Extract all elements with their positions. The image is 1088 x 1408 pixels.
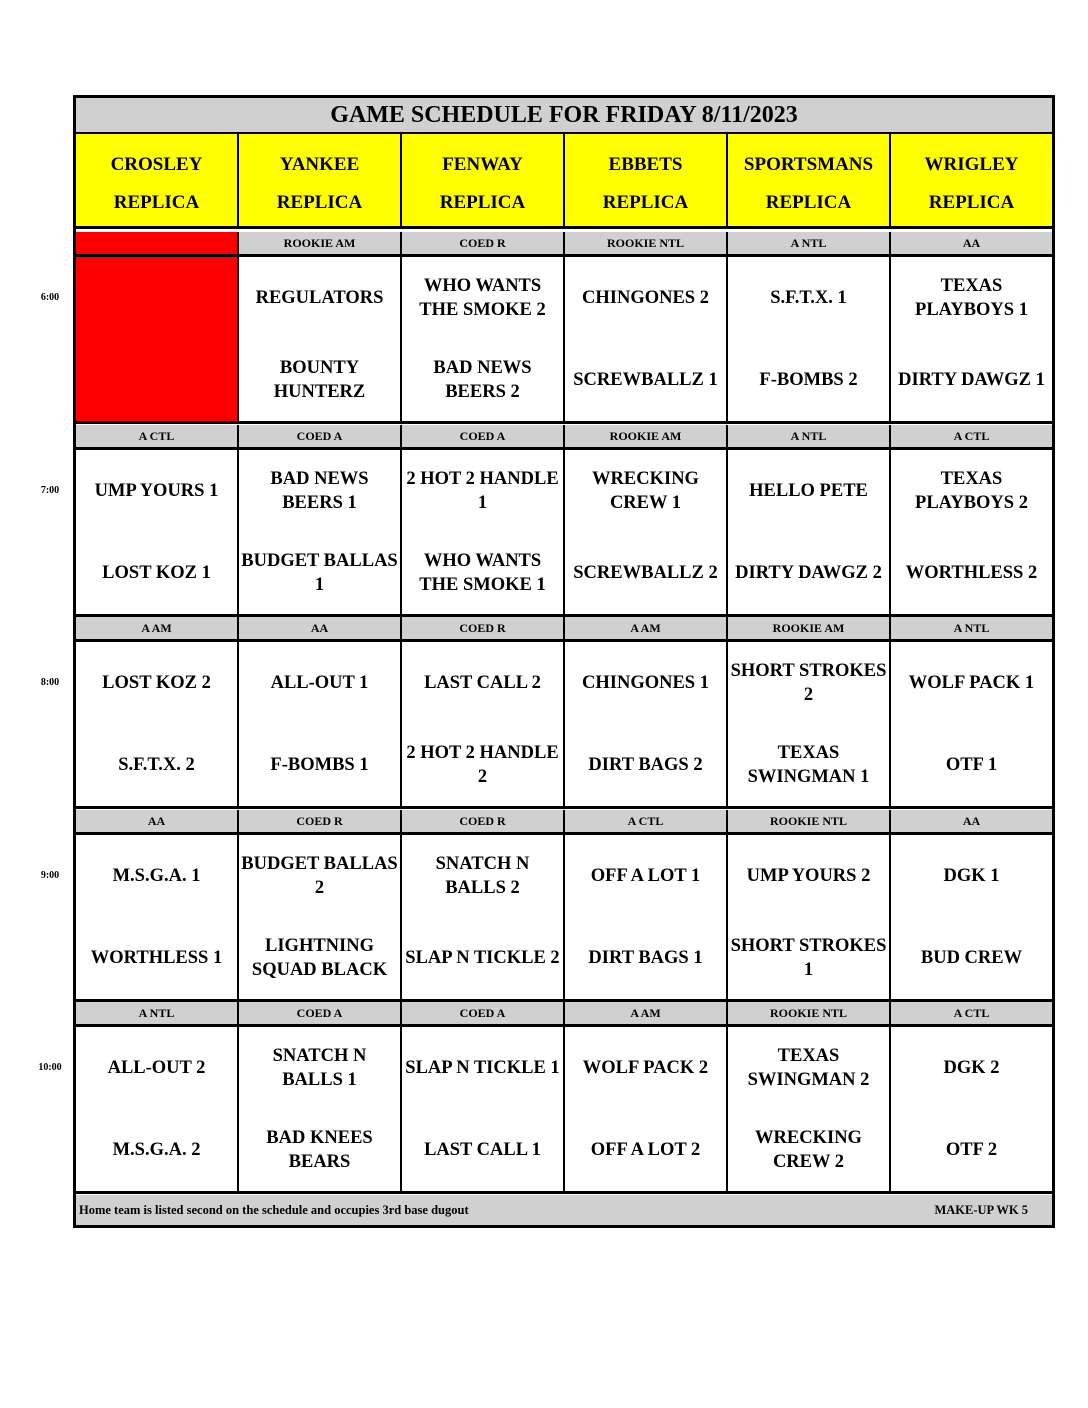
home-team: OTF 2 [945,1140,998,1160]
division-label: ROOKIE NTL [728,1002,891,1024]
away-team: HELLO PETE [749,480,868,501]
division-label: A AM [565,1002,728,1024]
away-team: TEXAS PLAYBOYS 1 [915,276,1028,320]
division-label: A NTL [728,425,891,447]
division-label: COED A [402,1002,565,1024]
away-team: REGULATORS [255,288,384,308]
division-label: COED R [402,810,565,832]
away-team: SHORT STROKES 2 [730,661,887,705]
division-label: COED A [402,425,565,447]
division-label: A NTL [76,1002,239,1024]
time-label: 8:00 [40,677,60,688]
field-type: REPLICA [276,192,363,213]
game-cell [76,642,239,806]
away-team: UMP YOURS 2 [746,865,871,886]
home-team: LIGHTNING SQUAD BLACK [251,935,388,980]
field-type: REPLICA [765,192,852,213]
game-row [76,642,1052,809]
game-cell [891,642,1052,806]
game-cell [565,835,728,999]
field-type: REPLICA [602,192,689,213]
time-slot [76,1002,1052,1194]
field-name: YANKEE [279,154,360,175]
field-name: FENWAY [442,154,523,175]
away-team: WHO WANTS THE SMOKE 2 [419,276,546,320]
home-team: SLAP N TICKLE 2 [405,947,560,968]
time-label: 6:00 [40,292,60,303]
game-cell [565,450,728,614]
home-team: SHORT STROKES 1 [730,935,887,980]
division-label: AA [239,617,402,639]
game-cell [239,642,402,806]
away-team: CHINGONES 1 [582,673,709,693]
schedule-sheet [73,95,1055,1228]
division-label: A CTL [891,1002,1052,1024]
game-cell [76,1027,239,1191]
division-label: A CTL [891,425,1052,447]
away-team: ALL-OUT 1 [270,673,369,693]
field-header-fenway [402,134,565,229]
time-label: 7:00 [40,484,60,496]
home-team: OTF 1 [945,755,998,775]
field-type: REPLICA [928,192,1015,213]
game-cell [239,1027,402,1191]
game-cell [891,257,1052,421]
away-team: TEXAS PLAYBOYS 2 [915,468,1028,513]
division-label: ROOKIE NTL [565,232,728,254]
division-label: AA [76,810,239,832]
division-label: ROOKIE AM [728,617,891,639]
away-team: OFF A LOT 1 [590,865,701,886]
time-label: 10:00 [38,1062,62,1073]
blocked-field-cell [76,257,239,421]
home-team: BUDGET BALLAS 1 [241,550,398,595]
game-cell [402,1027,565,1191]
game-row [76,1027,1052,1194]
division-row [76,1002,1052,1027]
division-label: COED A [239,1002,402,1024]
field-name: SPORTSMANS [743,154,874,175]
home-team: F-BOMBS 2 [759,370,858,390]
schedule-footer [76,1195,1052,1225]
away-team: DGK 2 [943,1058,1000,1078]
division-row [76,425,1052,450]
home-team: WORTHLESS 2 [905,562,1038,583]
time-slot [76,232,1052,424]
division-row [76,617,1052,642]
division-label: ROOKIE AM [239,232,402,254]
division-label: AA [891,232,1052,254]
time-slot [76,425,1052,617]
game-cell [565,1027,728,1191]
away-team: WRECKING CREW 1 [592,468,699,513]
away-team: BUDGET BALLAS 2 [241,853,398,898]
division-row [76,232,1052,257]
away-team: DGK 1 [943,865,1000,886]
makeup-week-label: MAKE-UP WK 5 [934,1203,1028,1217]
game-cell [565,642,728,806]
field-header-sportsmans [728,134,891,229]
field-header-row [76,134,1052,229]
division-label: A NTL [728,232,891,254]
game-row [76,450,1052,617]
home-team: BAD KNEES BEARS [266,1128,373,1172]
away-team: TEXAS SWINGMAN 2 [747,1046,870,1090]
home-team: S.F.T.X. 2 [118,755,195,775]
game-cell [402,450,565,614]
time-slot [76,810,1052,1002]
division-label: COED R [239,810,402,832]
time-slot [76,617,1052,809]
away-team: 2 HOT 2 HANDLE 1 [406,468,559,513]
game-cell [728,835,891,999]
field-header-wrigley [891,134,1052,229]
field-header-ebbets [565,134,728,229]
home-team: DIRT BAGS 2 [588,755,703,775]
division-label: COED R [402,232,565,254]
game-cell [891,835,1052,999]
home-team: LOST KOZ 1 [102,562,211,583]
home-team: WRECKING CREW 2 [755,1128,862,1172]
home-team: LAST CALL 1 [424,1140,541,1160]
home-team: DIRTY DAWGZ 1 [898,370,1045,390]
away-team: ALL-OUT 2 [107,1058,206,1078]
home-team: F-BOMBS 1 [270,755,369,775]
away-team: SNATCH N BALLS 2 [435,853,530,898]
home-team: SCREWBALLZ 1 [573,370,718,390]
division-label: ROOKIE NTL [728,810,891,832]
game-cell [565,257,728,421]
division-label: AA [891,810,1052,832]
home-team: M.S.G.A. 2 [112,1140,201,1160]
field-name: CROSLEY [110,154,203,175]
division-label: A CTL [76,425,239,447]
away-team: SNATCH N BALLS 1 [272,1046,367,1090]
field-name: WRIGLEY [924,154,1019,175]
away-team: WOLF PACK 2 [582,1058,709,1078]
away-team: SLAP N TICKLE 1 [405,1058,560,1078]
game-cell [891,1027,1052,1191]
division-label: A CTL [565,810,728,832]
home-team [76,339,237,421]
home-team: OFF A LOT 2 [590,1140,701,1160]
home-team: SCREWBALLZ 2 [573,562,718,583]
game-cell [239,835,402,999]
game-row [76,835,1052,1002]
game-cell [239,257,402,421]
game-row [76,257,1052,424]
division-label [76,232,239,254]
game-cell [728,450,891,614]
away-team [76,257,237,339]
away-team: WOLF PACK 1 [908,673,1035,693]
division-label: A AM [565,617,728,639]
home-team-note: Home team is listed second on the schedule and occupies 3rd base dugout [79,1203,469,1217]
away-team: BAD NEWS BEERS 1 [270,468,369,513]
away-team: UMP YOURS 1 [94,480,219,501]
home-team: DIRT BAGS 1 [588,947,703,968]
game-cell [402,835,565,999]
away-team: LAST CALL 2 [424,673,541,693]
home-team: BOUNTY HUNTERZ [273,358,366,402]
division-label: A AM [76,617,239,639]
home-team: BUD CREW [920,947,1023,968]
division-label: COED A [239,425,402,447]
game-cell [76,450,239,614]
game-cell [402,642,565,806]
home-team: 2 HOT 2 HANDLE 2 [406,743,559,787]
division-label: ROOKIE AM [565,425,728,447]
field-header-yankee [239,134,402,229]
division-label: COED R [402,617,565,639]
home-team: TEXAS SWINGMAN 1 [747,743,870,787]
home-team: WHO WANTS THE SMOKE 1 [419,550,546,595]
time-label: 9:00 [40,869,60,881]
away-team: S.F.T.X. 1 [770,288,847,308]
division-label: A NTL [891,617,1052,639]
game-cell [728,257,891,421]
away-team: CHINGONES 2 [582,288,709,308]
game-cell [891,450,1052,614]
home-team: BAD NEWS BEERS 2 [433,358,532,402]
field-type: REPLICA [113,192,200,213]
away-team: M.S.G.A. 1 [112,865,201,886]
game-cell [239,450,402,614]
home-team: DIRTY DAWGZ 2 [735,562,882,583]
field-name: EBBETS [608,154,683,175]
away-team: LOST KOZ 2 [102,673,211,693]
field-header-crosley [76,134,239,229]
schedule-title: GAME SCHEDULE FOR FRIDAY 8/11/2023 [76,98,1052,134]
game-cell [728,642,891,806]
game-cell [76,835,239,999]
home-team: WORTHLESS 1 [90,947,223,968]
field-type: REPLICA [439,192,526,213]
division-row [76,810,1052,835]
game-cell [728,1027,891,1191]
game-cell [402,257,565,421]
